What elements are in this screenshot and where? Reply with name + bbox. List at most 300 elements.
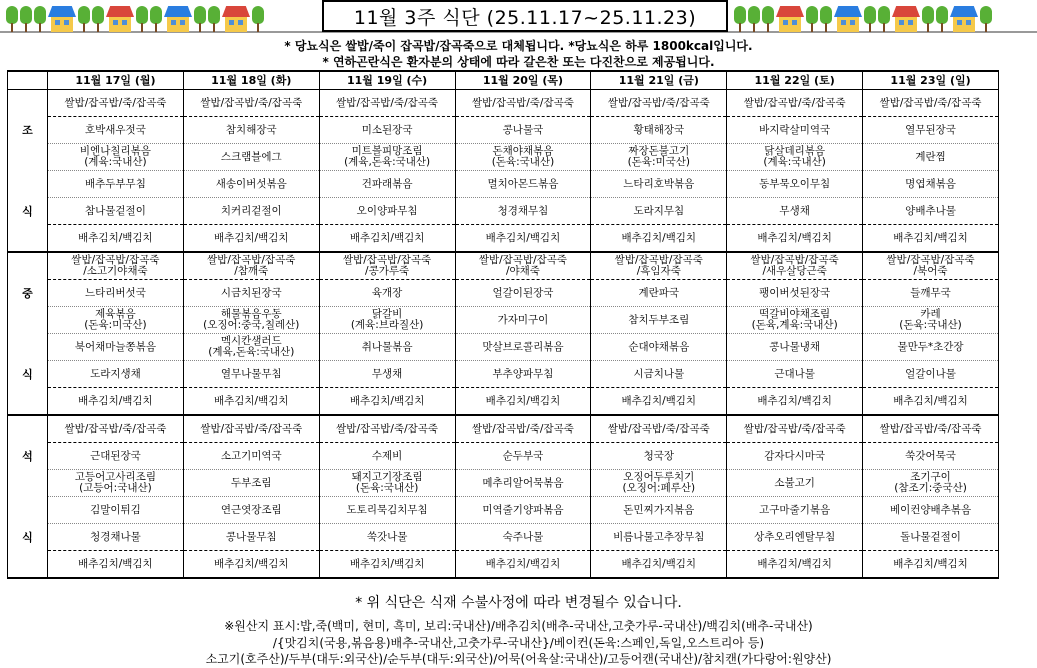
menu-item: (돈육:국내산): [899, 319, 962, 331]
menu-item: 감자다시마국: [764, 449, 826, 462]
menu-cell: [455, 307, 591, 334]
menu-item: 배추김치/백김치: [757, 394, 832, 407]
menu-cell: [48, 198, 184, 225]
menu-item: 도라지무침: [633, 204, 685, 217]
menu-item: 쌀밥/잡곡밥/잡곡죽: [886, 254, 975, 266]
menu-item: 배추김치/백김치: [621, 231, 697, 244]
menu-cell: [319, 90, 455, 117]
menu-item: 배추김치/백김치: [893, 231, 968, 244]
menu-item: (계육:국내산): [84, 156, 147, 168]
header-corner: [8, 71, 48, 90]
day-header: 11월 19일 (수): [319, 71, 455, 90]
menu-item: 멸치아몬드볶음: [487, 177, 559, 190]
tree-icon: [92, 6, 104, 32]
menu-item: 도라지생채: [90, 367, 141, 380]
menu-item: 비엔나칠리볶음: [79, 145, 151, 157]
meal-label: 식: [8, 198, 48, 225]
menu-item: 미소된장국: [361, 123, 413, 136]
menu-row: [8, 361, 999, 388]
menu-item: 오징어두루치기: [623, 471, 695, 483]
menu-cell: [591, 280, 727, 307]
menu-cell: [48, 225, 184, 253]
menu-item: 오이양파무침: [356, 204, 418, 217]
menu-item: 배추김치/백김치: [349, 557, 425, 570]
menu-item: 쌀밥/잡곡밥/잡곡죽: [342, 254, 432, 266]
menu-cell: [591, 90, 727, 117]
menu-item: 비름나물고추장무침: [613, 530, 705, 543]
tree-icon: [6, 6, 18, 32]
menu-item: (돈육:국내산): [491, 156, 555, 168]
menu-item: 황태해장국: [633, 123, 685, 136]
tree-icon: [252, 6, 264, 32]
menu-cell: [455, 280, 591, 307]
menu-cell: [863, 415, 999, 443]
menu-item: 배추김치/백김치: [213, 231, 289, 244]
menu-cell: [48, 90, 184, 117]
menu-item: 배추김치/백김치: [213, 394, 289, 407]
menu-cell: [455, 551, 591, 579]
menu-item: 조기구이: [910, 471, 951, 483]
house-icon: [950, 6, 978, 32]
tree-icon: [864, 6, 876, 32]
menu-cell: [319, 551, 455, 579]
menu-item: 짜장돈불고기: [628, 145, 690, 157]
menu-cell: [727, 90, 863, 117]
menu-item: 얼갈이된장국: [492, 286, 554, 299]
menu-cell: [183, 144, 319, 171]
tree-icon: [806, 6, 818, 32]
menu-item: 미트볼피망조림: [351, 145, 423, 157]
tree-icon: [34, 6, 46, 32]
meal-label: [8, 171, 48, 198]
menu-cell: [591, 443, 727, 470]
menu-row: [8, 280, 999, 307]
menu-cell: [863, 334, 999, 361]
tree-icon: [734, 6, 746, 32]
meal-label: 식: [8, 524, 48, 551]
menu-item: 소고기미역국: [220, 449, 282, 462]
menu-item: 스크램블에그: [220, 150, 282, 163]
menu-cell: [863, 361, 999, 388]
menu-item: 쌀밥/잡곡밥/잡곡죽: [478, 254, 568, 266]
menu-item: 시금치나물: [633, 367, 685, 380]
menu-item: (계육:국내산): [763, 156, 826, 168]
tree-icon: [150, 6, 162, 32]
menu-item: /북어죽: [913, 265, 948, 277]
meal-label: [8, 225, 48, 253]
menu-cell: [455, 144, 591, 171]
menu-cell: [727, 497, 863, 524]
menu-item: 무생채: [779, 204, 810, 217]
menu-item: 수제비: [371, 449, 403, 462]
menu-cell: [48, 415, 184, 443]
menu-item: 카레: [920, 308, 941, 320]
menu-cell: [319, 443, 455, 470]
menu-item: 쌀밥/잡곡밥/죽/잡곡죽: [879, 96, 982, 109]
menu-item: 쌀밥/잡곡밥/죽/잡곡죽: [607, 96, 710, 109]
menu-cell: [319, 497, 455, 524]
menu-cell: [319, 280, 455, 307]
menu-cell: [863, 90, 999, 117]
menu-item: 건파래볶음: [361, 177, 413, 190]
menu-item: 배추김치/백김치: [757, 231, 832, 244]
menu-cell: [183, 470, 319, 497]
menu-cell: [591, 171, 727, 198]
menu-item: 맛살브로콜리볶음: [482, 340, 564, 353]
menu-item: 쌀밥/잡곡밥/죽/잡곡죽: [472, 422, 574, 435]
menu-cell: [727, 334, 863, 361]
menu-item: 배추김치/백김치: [349, 231, 425, 244]
menu-item: 베이컨양배추볶음: [889, 503, 972, 516]
menu-row: [8, 334, 999, 361]
menu-item: 쌀밥/잡곡밥/죽/잡곡죽: [200, 422, 303, 435]
menu-item: 호박새우젓국: [84, 123, 146, 136]
menu-item: 쑥갓어묵국: [905, 449, 956, 462]
menu-cell: [48, 334, 184, 361]
meal-label: [8, 144, 48, 171]
tree-icon: [980, 6, 992, 32]
menu-cell: [863, 280, 999, 307]
menu-cell: [455, 388, 591, 416]
menu-item: 쌀밥/잡곡밥/죽/잡곡죽: [607, 422, 710, 435]
meal-label: 조: [8, 117, 48, 144]
menu-item: 콩나물국: [502, 123, 544, 136]
menu-item: 멕시칸샐러드: [220, 335, 282, 347]
menu-item: 배추두부무침: [84, 177, 146, 190]
menu-item: 쌀밥/잡곡밥/죽/잡곡죽: [200, 96, 303, 109]
menu-cell: [48, 171, 184, 198]
menu-cell: [727, 551, 863, 579]
menu-cell: [727, 388, 863, 416]
menu-cell: [455, 524, 591, 551]
menu-cell: [48, 443, 184, 470]
menu-item: /콩가루죽: [365, 265, 410, 277]
menu-item: 쌀밥/잡곡밥/잡곡죽: [614, 254, 703, 266]
menu-item: 연근엿장조림: [220, 503, 282, 516]
menu-item: (계육,돈육:국내산): [208, 346, 295, 358]
origin-line: /{맛김치(국용,볶음용)배추-국내산,고춧가루-국내산}/베이컨(돈육:스페인,독일,오스트리아 등): [272, 635, 765, 650]
menu-row: [8, 443, 999, 470]
day-header: 11월 21일 (금): [591, 71, 727, 90]
menu-cell: [48, 307, 184, 334]
menu-item: 쌀밥/잡곡밥/죽/잡곡죽: [64, 96, 167, 109]
menu-item: 쌀밥/잡곡밥/잡곡죽: [207, 254, 296, 266]
menu-item: (돈육:미국산): [84, 319, 147, 331]
menu-item: 참치두부조림: [628, 313, 690, 326]
menu-cell: [455, 334, 591, 361]
meal-label: [8, 388, 48, 416]
menu-cell: [319, 415, 455, 443]
menu-item: 순대야채볶음: [628, 340, 690, 353]
menu-cell: [863, 225, 999, 253]
menu-item: 청국장: [643, 449, 675, 462]
menu-item: 쌀밥/잡곡밥/잡곡죽: [750, 254, 839, 266]
menu-item: 배추김치/백김치: [893, 557, 968, 570]
origin-line: 소고기(호주산)/두부(대두:외국산)/순두부(대두:외국산)/어묵(어육살:국내산)/고등어캔(국내산)/참치캔(가다랑어:원양산): [205, 652, 832, 666]
page-title: 11월 3주 식단 (25.11.17~25.11.23): [322, 0, 728, 32]
menu-item: 도토리묵김치무침: [346, 503, 428, 516]
house-icon: [892, 6, 920, 32]
table-header-row: [8, 71, 999, 90]
menu-cell: [319, 198, 455, 225]
menu-cell: [48, 388, 184, 416]
day-header: 11월 23일 (일): [863, 71, 999, 90]
menu-row: [8, 252, 999, 280]
menu-item: 느타리버섯국: [84, 286, 146, 299]
menu-cell: [727, 470, 863, 497]
menu-item: /소고기야채죽: [83, 265, 148, 277]
meal-label: [8, 497, 48, 524]
menu-item: (오징어:페루산): [622, 482, 696, 494]
menu-cell: [863, 252, 999, 280]
menu-cell: [727, 307, 863, 334]
menu-cell: [455, 117, 591, 144]
menu-cell: [183, 551, 319, 579]
menu-cell: [183, 252, 319, 280]
menu-item: 해물볶음우동: [220, 308, 282, 320]
menu-item: /새우살당근죽: [762, 265, 827, 277]
menu-item: 배추김치/백김치: [893, 394, 968, 407]
menu-item: 배추김치/백김치: [621, 557, 697, 570]
tree-icon: [78, 6, 90, 32]
menu-item: (오징어:중국,칠레산): [203, 319, 300, 331]
menu-cell: [591, 307, 727, 334]
day-header: 11월 17일 (월): [48, 71, 184, 90]
menu-cell: [319, 252, 455, 280]
tree-icon: [194, 6, 206, 32]
day-header: 11월 22일 (토): [727, 71, 863, 90]
menu-cell: [319, 334, 455, 361]
menu-row: [8, 171, 999, 198]
menu-item: 무생채: [371, 367, 403, 380]
house-icon: [222, 6, 250, 32]
menu-cell: [863, 388, 999, 416]
menu-item: 열무된장국: [905, 123, 956, 136]
menu-item: 닭살데리볶음: [764, 145, 826, 157]
house-icon: [834, 6, 862, 32]
menu-cell: [591, 198, 727, 225]
menu-cell: [183, 524, 319, 551]
menu-item: 팽이버섯된장국: [759, 286, 831, 299]
menu-item: 배추김치/백김치: [485, 394, 561, 407]
menu-cell: [48, 280, 184, 307]
meal-label: 식: [8, 361, 48, 388]
menu-item: 얼갈이나물: [905, 367, 956, 380]
menu-item: 취나물볶음: [361, 340, 413, 353]
menu-cell: [727, 144, 863, 171]
tree-icon: [820, 6, 832, 32]
menu-cell: [319, 225, 455, 253]
menu-item: 배추김치/백김치: [78, 231, 153, 244]
meal-label: 중: [8, 280, 48, 307]
tree-icon: [922, 6, 934, 32]
menu-row: [8, 198, 999, 225]
menu-cell: [319, 361, 455, 388]
menu-cell: [727, 524, 863, 551]
menu-item: 상추오리엔탈무침: [754, 530, 836, 543]
menu-item: 콩나물냉채: [769, 340, 820, 353]
meal-label: [8, 90, 48, 117]
menu-item: 두부조림: [230, 476, 272, 489]
menu-cell: [48, 497, 184, 524]
menu-cell: [727, 415, 863, 443]
menu-item: 배추김치/백김치: [757, 557, 832, 570]
notice-dysphagia: * 연하곤란식은 환자분의 상태에 따라 갈은찬 또는 다진찬으로 제공됩니다.: [322, 55, 715, 69]
menu-cell: [863, 171, 999, 198]
menu-cell: [48, 117, 184, 144]
menu-cell: [863, 307, 999, 334]
menu-cell: [591, 334, 727, 361]
menu-item: 참치해장국: [225, 123, 277, 136]
menu-cell: [591, 361, 727, 388]
menu-cell: [727, 280, 863, 307]
menu-cell: [319, 171, 455, 198]
origin-line: ※원산지 표시:밥,죽(백미, 현미, 흑미, 보리:국내산)/배추김치(배추-국내산,고춧가루-국내산)/백김치(배추-국내산): [224, 619, 813, 633]
menu-item: 새송이버섯볶음: [215, 177, 287, 190]
menu-item: 콩나물무침: [225, 530, 277, 543]
menu-item: 느타리호박볶음: [623, 177, 695, 190]
menu-cell: [48, 144, 184, 171]
menu-cell: [183, 307, 319, 334]
menu-cell: [183, 443, 319, 470]
menu-item: 쌀밥/잡곡밥/죽/잡곡죽: [743, 422, 846, 435]
menu-row: [8, 307, 999, 334]
menu-item: 들깨무국: [910, 286, 951, 299]
meal-label: [8, 470, 48, 497]
menu-cell: [455, 198, 591, 225]
menu-item: 돈채야채볶음: [492, 145, 554, 157]
menu-item: 부추양파무침: [492, 367, 554, 380]
menu-row: [8, 497, 999, 524]
meal-label: [8, 551, 48, 579]
house-icon: [48, 6, 76, 32]
tree-icon: [748, 6, 760, 32]
menu-item: 고구마줄기볶음: [759, 503, 831, 516]
day-header: 11월 18일 (화): [183, 71, 319, 90]
menu-item: 배추김치/백김치: [78, 557, 153, 570]
menu-cell: [863, 524, 999, 551]
menu-cell: [455, 252, 591, 280]
menu-item: 북어채마늘쫑볶음: [74, 340, 156, 353]
menu-cell: [591, 415, 727, 443]
menu-cell: [591, 117, 727, 144]
menu-item: 쌀밥/잡곡밥/죽/잡곡죽: [336, 96, 439, 109]
menu-cell: [727, 198, 863, 225]
decor-right: [734, 2, 992, 32]
menu-row: [8, 144, 999, 171]
menu-item: 계란찜: [915, 150, 946, 163]
menu-cell: [183, 415, 319, 443]
menu-item: /흑임자죽: [636, 265, 681, 277]
meal-label: [8, 307, 48, 334]
tree-icon: [136, 6, 148, 32]
menu-cell: [863, 551, 999, 579]
menu-item: (돈육:미국산): [627, 156, 691, 168]
menu-item: 돌나물겉절이: [900, 530, 961, 543]
menu-item: 청경채무침: [497, 204, 549, 217]
menu-cell: [183, 388, 319, 416]
menu-item: /참깨죽: [234, 265, 269, 277]
menu-item: 떡갈비야채조림: [759, 308, 831, 320]
menu-cell: [455, 443, 591, 470]
menu-item: (돈육:국내산): [355, 482, 419, 494]
menu-cell: [319, 524, 455, 551]
menu-item: 닭갈비: [371, 308, 403, 320]
menu-item: 양배추나물: [905, 204, 956, 217]
tree-icon: [208, 6, 220, 32]
menu-item: 배추김치/백김치: [485, 557, 561, 570]
menu-item: 쌀밥/잡곡밥/죽/잡곡죽: [879, 422, 982, 435]
tree-icon: [762, 6, 774, 32]
menu-cell: [319, 117, 455, 144]
menu-cell: [727, 171, 863, 198]
house-icon: [164, 6, 192, 32]
menu-item: 고등어고사리조림: [74, 471, 156, 483]
house-icon: [106, 6, 134, 32]
header-bar: [0, 0, 1037, 36]
day-header: 11월 20일 (목): [455, 71, 591, 90]
menu-item: 근대나물: [774, 367, 815, 380]
menu-item: 쌀밥/잡곡밥/죽/잡곡죽: [64, 422, 167, 435]
menu-item: 소불고기: [774, 476, 815, 489]
menu-item: 열무나물무침: [220, 367, 282, 380]
menu-cell: [183, 361, 319, 388]
menu-cell: [48, 361, 184, 388]
menu-item: 제육볶음: [95, 308, 136, 320]
menu-cell: [727, 117, 863, 144]
menu-cell: [591, 144, 727, 171]
menu-item: (계육:브라질산): [350, 319, 424, 331]
menu-cell: [591, 252, 727, 280]
menu-item: 숙주나물: [502, 530, 544, 543]
menu-row: [8, 388, 999, 416]
menu-row: [8, 117, 999, 144]
menu-item: (계육,돈육:국내산): [344, 156, 431, 168]
menu-cell: [863, 470, 999, 497]
menu-row: [8, 524, 999, 551]
menu-row: [8, 470, 999, 497]
menu-cell: [727, 443, 863, 470]
menu-cell: [319, 388, 455, 416]
menu-item: 김말이튀김: [90, 503, 141, 516]
menu-cell: [727, 361, 863, 388]
menu-item: 쌀밥/잡곡밥/죽/잡곡죽: [472, 96, 574, 109]
menu-cell: [319, 470, 455, 497]
menu-item: (고등어:국내산): [79, 482, 152, 494]
menu-item: 배추김치/백김치: [213, 557, 289, 570]
menu-cell: [727, 225, 863, 253]
menu-cell: [591, 225, 727, 253]
menu-item: 쌀밥/잡곡밥/죽/잡곡죽: [336, 422, 439, 435]
tree-icon: [20, 6, 32, 32]
menu-cell: [455, 415, 591, 443]
menu-item: 쌀밥/잡곡밥/죽/잡곡죽: [743, 96, 846, 109]
origin-info: [0, 618, 1037, 668]
menu-item: 쌀밥/잡곡밥/잡곡죽: [71, 254, 160, 266]
menu-item: 치커리겉절이: [220, 204, 282, 217]
menu-cell: [183, 334, 319, 361]
menu-cell: [727, 252, 863, 280]
menu-item: 미역줄기양파볶음: [482, 503, 564, 516]
menu-item: 참나물겉절이: [84, 204, 146, 217]
house-icon: [776, 6, 804, 32]
menu-cell: [591, 388, 727, 416]
menu-cell: [455, 361, 591, 388]
menu-cell: [863, 443, 999, 470]
menu-cell: [455, 225, 591, 253]
menu-item: (참조기:중국산): [894, 482, 967, 494]
menu-cell: [591, 497, 727, 524]
